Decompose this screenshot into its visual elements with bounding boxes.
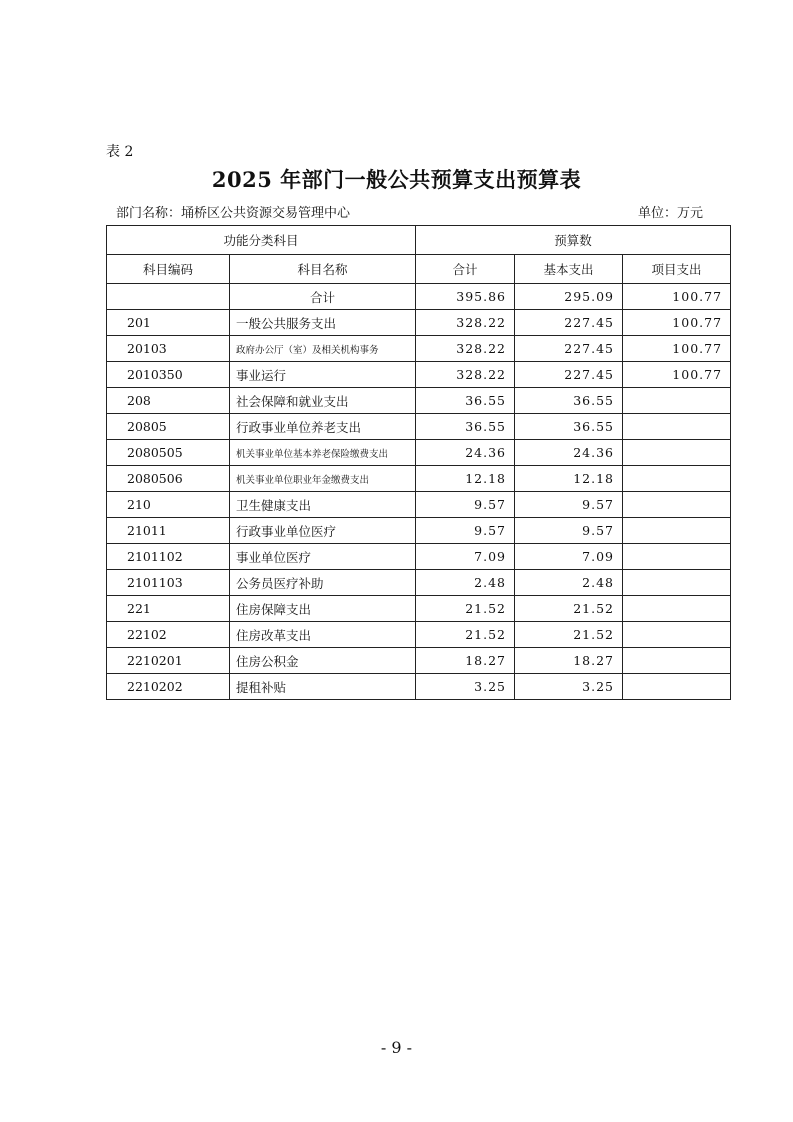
subject-code-cell: 210 — [107, 492, 230, 518]
total-amount-cell: 3.25 — [416, 674, 515, 700]
table-row — [107, 492, 731, 518]
basic-expenditure-cell: 9.57 — [515, 492, 623, 518]
subject-code-cell: 22102 — [107, 622, 230, 648]
total-amount-cell: 395.86 — [416, 284, 515, 310]
basic-expenditure-cell: 7.09 — [515, 544, 623, 570]
table-row — [107, 518, 731, 544]
project-expenditure-cell — [623, 388, 731, 414]
project-expenditure-cell — [623, 440, 731, 466]
subject-code-cell: 208 — [107, 388, 230, 414]
name-column-header: 科目名称 — [230, 255, 416, 284]
total-amount-cell: 36.55 — [416, 388, 515, 414]
subject-code-cell: 2080506 — [107, 466, 230, 492]
total-amount-cell: 9.57 — [416, 518, 515, 544]
subject-name-cell: 事业运行 — [230, 362, 416, 388]
department-label: 部门名称：埇桥区公共资源交易管理中心 — [116, 206, 351, 221]
project-expenditure-cell: 100.77 — [623, 336, 731, 362]
subject-name-cell: 行政事业单位医疗 — [230, 518, 416, 544]
table-column-header — [107, 255, 731, 284]
subject-code-cell: 20805 — [107, 414, 230, 440]
basic-expenditure-cell: 21.52 — [515, 622, 623, 648]
budget-amount-header: 预算数 — [416, 226, 731, 255]
table-row — [107, 596, 731, 622]
total-row — [107, 284, 731, 310]
unit-label: 单位：万元 — [637, 206, 703, 221]
basic-expenditure-cell: 227.45 — [515, 362, 623, 388]
project-expenditure-cell: 100.77 — [623, 310, 731, 336]
subject-code-cell: 2101103 — [107, 570, 230, 596]
subject-name-cell: 住房保障支出 — [230, 596, 416, 622]
basic-expenditure-cell: 9.57 — [515, 518, 623, 544]
basic-column-header: 基本支出 — [515, 255, 623, 284]
total-column-header: 合计 — [416, 255, 515, 284]
total-amount-cell: 36.55 — [416, 414, 515, 440]
table-row — [107, 466, 731, 492]
total-amount-cell: 21.52 — [416, 622, 515, 648]
page-title: 2025 年部门一般公共预算支出预算表 — [211, 167, 582, 192]
total-amount-cell: 18.27 — [416, 648, 515, 674]
basic-expenditure-cell: 12.18 — [515, 466, 623, 492]
subject-name-cell: 合计 — [230, 284, 416, 310]
subject-name-cell: 行政事业单位养老支出 — [230, 414, 416, 440]
project-expenditure-cell — [623, 466, 731, 492]
basic-expenditure-cell: 295.09 — [515, 284, 623, 310]
total-amount-cell: 12.18 — [416, 466, 515, 492]
basic-expenditure-cell: 21.52 — [515, 596, 623, 622]
table-row — [107, 544, 731, 570]
subject-code-cell: 2101102 — [107, 544, 230, 570]
table-row — [107, 310, 731, 336]
project-expenditure-cell — [623, 648, 731, 674]
total-amount-cell: 328.22 — [416, 310, 515, 336]
subject-code-cell: 201 — [107, 310, 230, 336]
basic-expenditure-cell: 3.25 — [515, 674, 623, 700]
basic-expenditure-cell: 36.55 — [515, 388, 623, 414]
total-amount-cell: 9.57 — [416, 492, 515, 518]
project-expenditure-cell — [623, 414, 731, 440]
table-row — [107, 570, 731, 596]
function-category-header: 功能分类科目 — [107, 226, 416, 255]
project-expenditure-cell: 100.77 — [623, 284, 731, 310]
page-number: - 9 - — [380, 1038, 413, 1057]
subject-code-cell: 221 — [107, 596, 230, 622]
basic-expenditure-cell: 227.45 — [515, 336, 623, 362]
table-row — [107, 414, 731, 440]
total-amount-cell: 328.22 — [416, 362, 515, 388]
subject-name-cell: 提租补贴 — [230, 674, 416, 700]
project-expenditure-cell — [623, 570, 731, 596]
project-expenditure-cell — [623, 544, 731, 570]
total-amount-cell: 21.52 — [416, 596, 515, 622]
total-amount-cell: 328.22 — [416, 336, 515, 362]
code-column-header: 科目编码 — [107, 255, 230, 284]
basic-expenditure-cell: 227.45 — [515, 310, 623, 336]
subject-name-cell: 事业单位医疗 — [230, 544, 416, 570]
subject-name-cell: 政府办公厅（室）及相关机构事务 — [230, 336, 416, 362]
subject-name-cell: 机关事业单位基本养老保险缴费支出 — [230, 440, 416, 466]
table-row — [107, 336, 731, 362]
project-column-header: 项目支出 — [623, 255, 731, 284]
basic-expenditure-cell: 24.36 — [515, 440, 623, 466]
project-expenditure-cell — [623, 674, 731, 700]
subject-name-cell: 住房公积金 — [230, 648, 416, 674]
subject-name-cell: 一般公共服务支出 — [230, 310, 416, 336]
table-row — [107, 622, 731, 648]
table-row — [107, 440, 731, 466]
table-body — [107, 284, 731, 700]
subject-code-cell: 2210201 — [107, 648, 230, 674]
table-group-header — [107, 226, 731, 255]
subject-code-cell: 20103 — [107, 336, 230, 362]
subject-code-cell: 2080505 — [107, 440, 230, 466]
subject-name-cell: 住房改革支出 — [230, 622, 416, 648]
subject-code-cell — [107, 284, 230, 310]
table-number: 表 2 — [106, 144, 134, 160]
basic-expenditure-cell: 2.48 — [515, 570, 623, 596]
table-row — [107, 674, 731, 700]
subject-name-cell: 卫生健康支出 — [230, 492, 416, 518]
project-expenditure-cell: 100.77 — [623, 362, 731, 388]
subject-code-cell: 2010350 — [107, 362, 230, 388]
table-row — [107, 648, 731, 674]
total-amount-cell: 2.48 — [416, 570, 515, 596]
subject-name-cell: 公务员医疗补助 — [230, 570, 416, 596]
table-row — [107, 388, 731, 414]
subject-name-cell: 机关事业单位职业年金缴费支出 — [230, 466, 416, 492]
basic-expenditure-cell: 36.55 — [515, 414, 623, 440]
subject-code-cell: 2210202 — [107, 674, 230, 700]
total-amount-cell: 24.36 — [416, 440, 515, 466]
project-expenditure-cell — [623, 492, 731, 518]
project-expenditure-cell — [623, 596, 731, 622]
project-expenditure-cell — [623, 622, 731, 648]
table-row — [107, 362, 731, 388]
total-amount-cell: 7.09 — [416, 544, 515, 570]
budget-table — [106, 225, 731, 700]
subject-code-cell: 21011 — [107, 518, 230, 544]
basic-expenditure-cell: 18.27 — [515, 648, 623, 674]
project-expenditure-cell — [623, 518, 731, 544]
subject-name-cell: 社会保障和就业支出 — [230, 388, 416, 414]
